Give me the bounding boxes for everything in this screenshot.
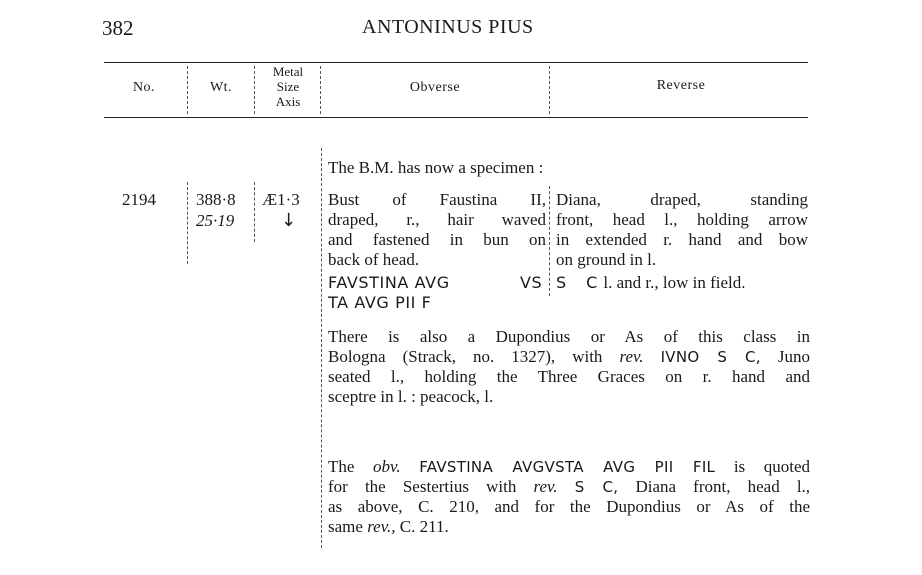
reverse-line: on ground in l. [556, 250, 657, 269]
note2-line4-b: C. 211. [399, 517, 449, 536]
reverse-legend-row [556, 273, 745, 293]
note1-rev: rev. [619, 347, 644, 366]
note1-line4: sceptre in l. : peacock, l. [328, 387, 494, 406]
entry-weight: 388·8 [196, 190, 236, 209]
note1-line2-b: Juno [777, 347, 810, 366]
column-divider-wt-metal [254, 66, 255, 114]
note2-legend: FAVSTINA AVGVSTA AVG PII FIL [419, 458, 716, 476]
note2-line1-a: The [328, 457, 355, 476]
body-divider-no-wt [187, 182, 188, 264]
obverse-legend-2: TA AVG PII F [328, 293, 432, 312]
body-divider-obverse-reverse [549, 186, 550, 296]
note2-rev: rev. [533, 477, 558, 496]
entry-number: 2194 [122, 190, 156, 209]
reverse-line: in extended r. hand and bow [556, 230, 808, 249]
obverse-line: and fastened in bun on [328, 230, 546, 249]
note1-line1: There is also a Dupondius or As of this class in [328, 327, 810, 346]
header-wt: Wt. [209, 80, 233, 95]
column-divider-no-wt [187, 66, 188, 114]
note2-line4-a: same [328, 517, 363, 536]
note2-line4 [328, 517, 810, 537]
note2-line2-a: for the Sestertius with [328, 477, 517, 496]
note1-legend: IVNO S C, [660, 348, 761, 366]
note2-line1 [328, 457, 810, 477]
note2-rev-2: rev., [367, 517, 396, 536]
entry-metal-size: Æ1·3 [262, 190, 300, 209]
header-top-rule [104, 62, 808, 63]
reverse-line: front, head l., holding arrow [556, 210, 808, 229]
note-dupondius [328, 327, 810, 407]
reverse-legend-s: S [556, 273, 567, 292]
note2-legend-sc: S C, [574, 478, 619, 496]
header-metal-size-axis [258, 64, 318, 109]
obverse-legend-1: FAVSTINA AVG [328, 273, 450, 292]
reverse-legend-text: l. and r., low in field. [603, 273, 746, 292]
body-divider-wt-metal [254, 182, 255, 242]
note2-obv: obv. [373, 457, 401, 476]
header-no: No. [132, 80, 156, 95]
column-divider-metal-obverse [320, 66, 321, 114]
header-metal: Metal [272, 64, 304, 79]
obverse-legend-1b: VS [520, 273, 543, 292]
header-bottom-rule [104, 117, 808, 118]
page-number: 382 [102, 16, 134, 40]
note1-line2 [328, 347, 810, 367]
obverse-line: back of head. [328, 250, 420, 269]
column-divider-obverse-reverse [549, 66, 550, 114]
obverse-description [328, 190, 546, 270]
obverse-line: draped, r., hair waved [328, 210, 546, 229]
note1-line2-a: Bologna (Strack, no. 1327), with [328, 347, 603, 366]
running-head: ANTONINUS PIUS [362, 16, 534, 38]
entry-weight-grams: 25·19 [196, 211, 235, 230]
entry-axis-arrow: ↓ [281, 210, 297, 231]
note-obverse-quoted [328, 457, 810, 537]
note2-line1-b: is quoted [733, 457, 811, 476]
note2-line2 [328, 477, 810, 497]
reverse-description [556, 190, 808, 270]
header-axis: Axis [275, 94, 301, 109]
reverse-line: Diana, draped, standing [556, 190, 808, 209]
note1-line3: seated l., holding the Three Graces on r. hand and [328, 367, 810, 386]
header-size: Size [276, 79, 300, 94]
header-obverse: Obverse [409, 80, 461, 95]
note2-line3: as above, C. 210, and for the Dupondius or As of the [328, 497, 810, 516]
body-divider-main [321, 148, 322, 548]
obverse-line: Bust of Faustina II, [328, 190, 546, 209]
intro-text: The B.M. has now a specimen : [328, 158, 544, 177]
reverse-legend-c: C [586, 273, 598, 292]
note2-line2-b: Diana front, head l., [635, 477, 811, 496]
header-reverse: Reverse [656, 78, 706, 93]
